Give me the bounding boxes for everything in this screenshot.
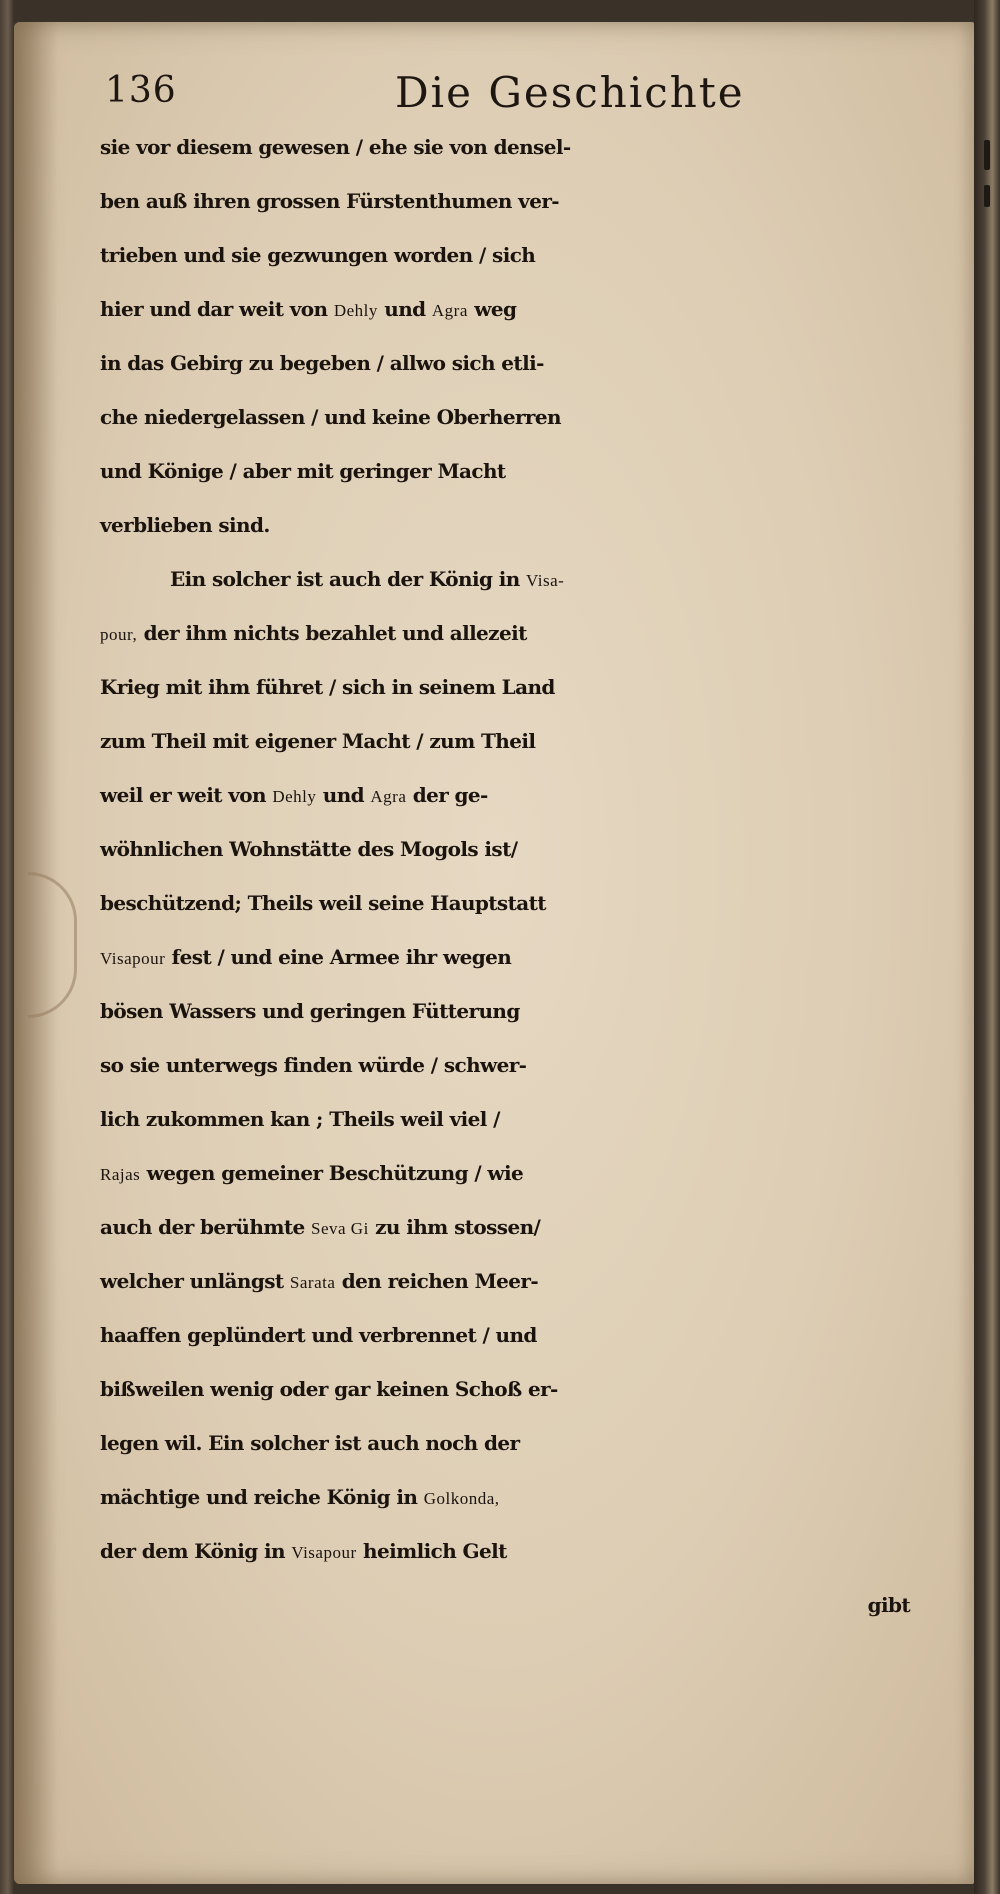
text-line bbox=[100, 1470, 920, 1524]
text-line bbox=[100, 1524, 920, 1578]
text-segment: und bbox=[377, 297, 432, 321]
text-line bbox=[100, 228, 920, 282]
text-segment: der ge- bbox=[406, 783, 488, 807]
text-segment: der ihm nichts bezahlet und allezeit bbox=[137, 621, 527, 645]
latin-term: pour, bbox=[100, 625, 138, 644]
text-line bbox=[100, 552, 920, 606]
text-line bbox=[100, 660, 920, 714]
latin-term: Visa- bbox=[526, 571, 565, 590]
text-line bbox=[100, 282, 920, 336]
latin-term: Sarata bbox=[289, 1273, 336, 1292]
binding-clasp-shadow bbox=[28, 872, 77, 1018]
text-segment: trieben und sie gezwungen worden / sich bbox=[100, 243, 536, 267]
text-line bbox=[100, 444, 920, 498]
latin-term: Agra bbox=[370, 787, 407, 806]
text-segment: hier und dar weit von bbox=[100, 297, 334, 321]
text-segment: fest / und eine Armee ihr wegen bbox=[165, 945, 512, 969]
text-segment: der dem König in bbox=[100, 1539, 292, 1563]
text-segment: weg bbox=[467, 297, 517, 321]
text-segment: Krieg mit ihm führet / sich in seinem Land bbox=[100, 675, 555, 699]
text-segment: wöhnlichen Wohnstätte des Mogols ist/ bbox=[100, 837, 518, 861]
text-line bbox=[100, 174, 920, 228]
text-line bbox=[100, 120, 920, 174]
text-line bbox=[100, 606, 920, 660]
text-line bbox=[100, 1092, 920, 1146]
text-segment: bißweilen wenig oder gar keinen Schoß er- bbox=[100, 1377, 558, 1401]
text-line bbox=[100, 1146, 920, 1200]
text-segment: mächtige und reiche König in bbox=[100, 1485, 424, 1509]
text-segment: in das Gebirg zu begeben / allwo sich etli- bbox=[100, 351, 544, 375]
text-segment: lich zukommen kan ; Theils weil viel / bbox=[100, 1107, 500, 1131]
text-segment: welcher unlängst bbox=[100, 1269, 290, 1293]
latin-term: Seva Gi bbox=[311, 1219, 369, 1238]
text-segment: legen wil. Ein solcher ist auch noch der bbox=[100, 1431, 520, 1455]
text-line bbox=[100, 1200, 920, 1254]
text-segment: wegen gemeiner Beschützung / wie bbox=[140, 1161, 524, 1185]
text-segment: zu ihm stossen/ bbox=[368, 1215, 541, 1239]
text-line bbox=[100, 1416, 920, 1470]
latin-term: Visapour bbox=[291, 1543, 357, 1562]
text-segment: gibt bbox=[867, 1593, 910, 1617]
text-line bbox=[100, 498, 920, 552]
text-line bbox=[100, 768, 920, 822]
text-segment: ben auß ihren grossen Fürstenthumen ver- bbox=[100, 189, 559, 213]
text-line bbox=[100, 930, 920, 984]
page-number: 136 bbox=[105, 70, 177, 111]
text-line bbox=[100, 1254, 920, 1308]
text-line bbox=[100, 1038, 920, 1092]
text-segment: und bbox=[316, 783, 371, 807]
text-line bbox=[100, 1362, 920, 1416]
text-line bbox=[100, 876, 920, 930]
text-line bbox=[100, 984, 920, 1038]
text-line bbox=[100, 822, 920, 876]
text-segment: bösen Wassers und geringen Fütterung bbox=[100, 999, 520, 1023]
text-segment: zum Theil mit eigener Macht / zum Theil bbox=[100, 729, 536, 753]
text-segment: so sie unterwegs finden würde / schwer- bbox=[100, 1053, 527, 1077]
latin-term: Visapour bbox=[100, 949, 166, 968]
latin-term: Golkonda, bbox=[423, 1489, 500, 1508]
text-segment: Ein solcher ist auch der König in bbox=[170, 567, 527, 591]
text-line bbox=[100, 714, 920, 768]
text-segment: che niedergelassen / und keine Oberherren bbox=[100, 405, 561, 429]
text-segment: weil er weit von bbox=[100, 783, 273, 807]
running-head: Die Geschichte bbox=[395, 68, 745, 117]
latin-term: Dehly bbox=[272, 787, 317, 806]
edge-mark bbox=[984, 140, 990, 170]
text-line bbox=[100, 336, 920, 390]
text-segment: beschützend; Theils weil seine Hauptstatt bbox=[100, 891, 546, 915]
edge-mark bbox=[984, 185, 990, 207]
latin-term: Agra bbox=[431, 301, 468, 320]
text-line bbox=[100, 1308, 920, 1362]
text-segment: heimlich Gelt bbox=[356, 1539, 507, 1563]
catchword bbox=[100, 1578, 920, 1632]
latin-term: Dehly bbox=[333, 301, 378, 320]
text-segment: sie vor diesem gewesen / ehe sie von densel- bbox=[100, 135, 571, 159]
next-page-edge bbox=[974, 0, 1000, 1894]
body-text bbox=[100, 120, 920, 1632]
text-line bbox=[100, 390, 920, 444]
latin-term: Rajas bbox=[100, 1165, 141, 1184]
text-segment: den reichen Meer- bbox=[335, 1269, 539, 1293]
text-segment: haaffen geplündert und verbrennet / und bbox=[100, 1323, 537, 1347]
text-segment: auch der berühmte bbox=[100, 1215, 312, 1239]
text-segment: und Könige / aber mit geringer Macht bbox=[100, 459, 506, 483]
text-segment: verblieben sind. bbox=[100, 513, 270, 537]
